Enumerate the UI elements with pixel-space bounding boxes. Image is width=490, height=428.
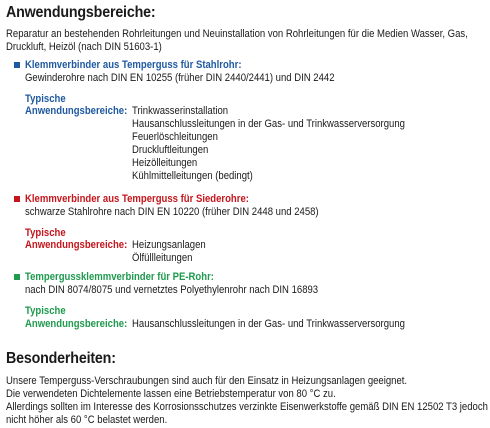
section-2-label-typische: Typische	[25, 227, 66, 239]
section-3-bullet-square	[14, 274, 20, 280]
section-3-description: nach DIN 8074/8075 und vernetztes Polyethylenrohr nach DIN 16893	[25, 284, 319, 296]
section-1-label-anwendungsbereiche: Anwendungsbereiche:	[25, 105, 128, 117]
section-2-application: Ölfüllleitungen	[132, 252, 193, 264]
section-1-application: Hausanschlussleitungen in der Gas- und Trinkwasserversorgung	[132, 118, 405, 130]
section-2-application: Heizungsanlagen	[132, 239, 206, 251]
section-2-bullet-square	[14, 196, 20, 202]
section-1-application: Heizölleitungen	[132, 157, 198, 169]
section-3-title: Tempergussklemmverbinder für PE-Rohr:	[25, 271, 214, 283]
special-line-1: Unsere Temperguss-Verschraubungen sind auch für den Einsatz in Heizungsanlagen geeignet.	[6, 375, 408, 387]
section-1-application: Trinkwasserinstallation	[132, 105, 229, 117]
section-1-application: Kühlmittelleitungen (bedingt)	[132, 170, 253, 182]
section-3-application: Hausanschlussleitungen in der Gas- und Trinkwasserversorgung	[132, 318, 405, 330]
intro-line-2: Druckluft, Heizöl (nach DIN 51603-1)	[6, 41, 162, 53]
section-1-bullet-square	[14, 62, 20, 68]
heading-besonderheiten: Besonderheiten:	[6, 350, 116, 367]
special-line-3: Allerdings sollten im Interesse des Korrosionsschutzes verzinkte Eisenwerkstoffe gemäß DIN EN 12502 T3 jedoch	[6, 401, 488, 413]
special-line-4: nicht höher als 60 °C belastet werden.	[6, 414, 168, 426]
heading-anwendungsbereiche: Anwendungsbereiche:	[6, 4, 156, 21]
section-2-label-anwendungsbereiche: Anwendungsbereiche:	[25, 239, 128, 251]
section-1-label-typische: Typische	[25, 93, 66, 105]
section-1-application: Druckluftleitungen	[132, 144, 209, 156]
section-1-application: Feuerlöschleitungen	[132, 131, 218, 143]
section-2-description: schwarze Stahlrohre nach DIN EN 10220 (früher DIN 2448 und 2458)	[25, 206, 319, 218]
intro-line-1: Reparatur an bestehenden Rohrleitungen und Neuinstallation von Rohrleitungen für die Medien Wasser, Gas,	[6, 28, 468, 40]
section-1-title: Klemmverbinder aus Temperguss für Stahlrohr:	[25, 59, 242, 71]
special-line-2: Die verwendeten Dichtelemente lassen eine Betriebstemperatur von 80 °C zu.	[6, 388, 336, 400]
section-2-title: Klemmverbinder aus Temperguss für Siederohre:	[25, 193, 249, 205]
section-3-label-anwendungsbereiche: Anwendungsbereiche:	[25, 318, 128, 330]
section-1-description: Gewinderohre nach DIN EN 10255 (früher DIN 2440/2441) und DIN 2442	[25, 72, 335, 84]
section-3-label-typische: Typische	[25, 305, 66, 317]
